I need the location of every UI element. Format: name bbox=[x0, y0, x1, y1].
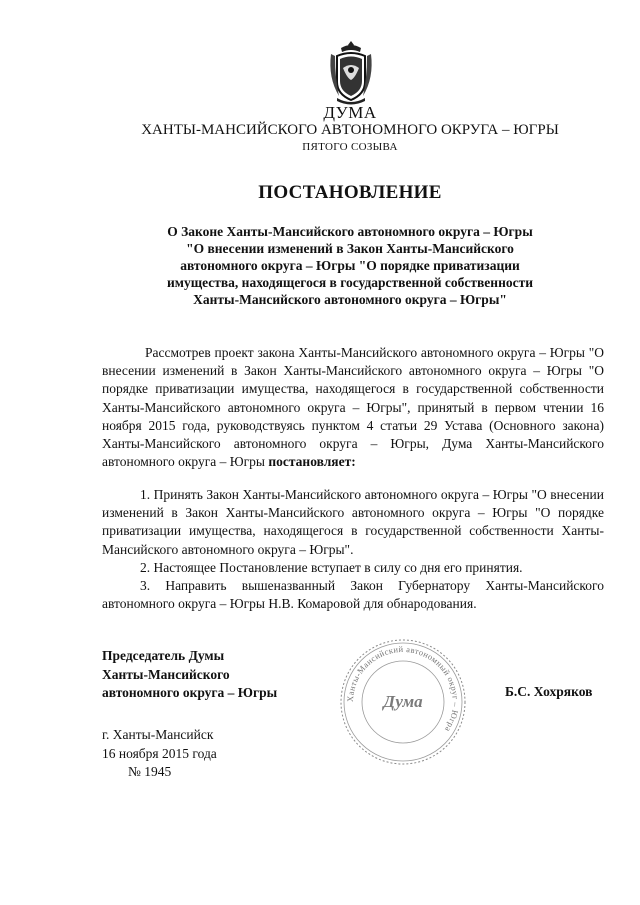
stamp-ring-text: Ханты-Мансийский автономный округ – Югра bbox=[344, 643, 462, 734]
preamble-text: Рассмотрев проект закона Ханты-Мансийского автономного округа – Югры "О внесении изменений в Закон Ханты-Мансийского автономного округа – Югры "О порядке приватизации имущества, находящегося в государственной собственности Ханты-Мансийского автономного округа – Югры", принятый в первом чтении 16 ноября 2015 года, руководствуясь пунктом 4 статьи 29 Устава (Основного закона) Ханты-Мансийского автономного округа – Югры, Дума Ханты-Мансийского автономного округа – Югры bbox=[102, 345, 604, 470]
document-type: ПОСТАНОВЛЕНИЕ bbox=[258, 182, 442, 203]
svg-text:Ханты-Мансийский автономный ок bbox=[345, 644, 461, 734]
subject-line: автономного округа – Югры "О порядке приватизации bbox=[180, 258, 520, 273]
subject-line: имущества, находящегося в государственной собственности bbox=[166, 275, 534, 290]
official-seal-stamp bbox=[338, 637, 468, 767]
document-footer bbox=[102, 726, 217, 782]
coat-of-arms-emblem bbox=[327, 38, 375, 106]
resolution-item-3: 3. Направить вышеназванный Закон Губернатору Ханты-Мансийского автономного округа – Югры Н.В. Комаровой для обнародования. bbox=[102, 578, 604, 612]
resolution-items bbox=[102, 486, 604, 613]
org-name: ДУМА bbox=[323, 103, 377, 122]
signer-title-line: Председатель Думы bbox=[102, 648, 225, 663]
issue-place: г. Ханты-Мансийск bbox=[102, 727, 214, 742]
document-number: № 1945 bbox=[128, 764, 172, 779]
stamp-center-text: Дума bbox=[383, 692, 423, 711]
resolves-word: постановляет: bbox=[268, 454, 356, 470]
subject-line: "О внесении изменений в Закон Ханты-Мансийского bbox=[186, 241, 514, 256]
issue-date: 16 ноября 2015 года bbox=[102, 745, 217, 761]
signer-title-line: Ханты-Мансийского bbox=[102, 666, 230, 682]
resolution-item-1: 1. Принять Закон Ханты-Мансийского автономного округа – Югры "О внесении изменений в Закон Ханты-Мансийского автономного округа – Югры "О порядке приватизации имущества, находящегося в государственной собственности Ханты-Мансийского автономного округа – Югры". bbox=[102, 487, 604, 557]
subject-line: О Законе Ханты-Мансийского автономного округа – Югры bbox=[167, 224, 533, 239]
resolution-item-2: 2. Настоящее Постановление вступает в силу со дня его принятия. bbox=[140, 559, 523, 575]
org-region: ХАНТЫ-МАНСИЙСКОГО АВТОНОМНОГО ОКРУГА – ЮГРЫ bbox=[141, 122, 559, 138]
signer-name: Б.С. Хохряков bbox=[505, 684, 593, 699]
signer-title bbox=[102, 647, 277, 703]
document-subject bbox=[100, 223, 600, 308]
subject-line: Ханты-Мансийского автономного округа – Югры" bbox=[193, 292, 507, 307]
signer-title-line: автономного округа – Югры bbox=[102, 685, 278, 700]
convocation: ПЯТОГО СОЗЫВА bbox=[302, 141, 398, 153]
preamble-paragraph bbox=[102, 344, 604, 471]
